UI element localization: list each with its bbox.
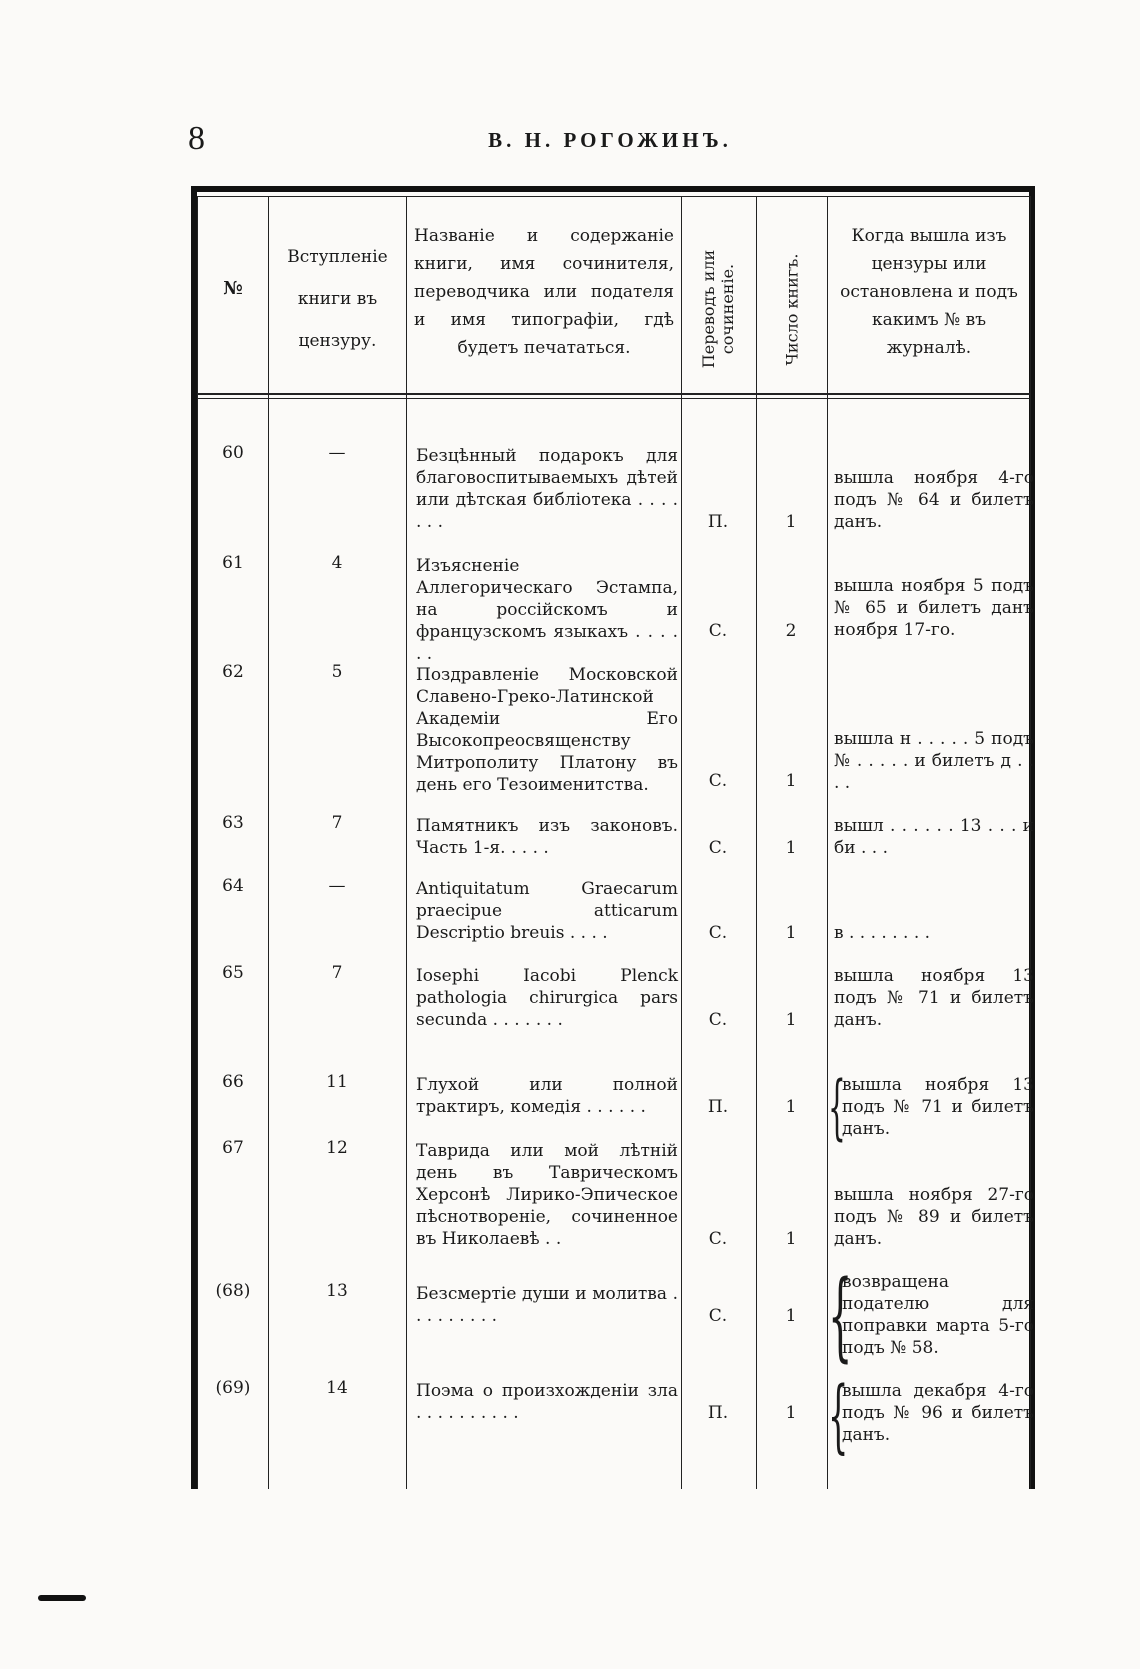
row-count: 1 — [785, 1010, 797, 1030]
row-count: 1 — [785, 771, 797, 791]
row-number: 66 — [222, 1072, 244, 1092]
row-when: вышла н . . . . . 5 подъ № . . . . . и билетъ д . . . . — [834, 729, 1034, 793]
row-entry: 7 — [331, 813, 343, 833]
header-when: Когда вышла изъ цензуры или остановлена и подъ какимъ № въ журналѣ. — [840, 226, 1018, 358]
column-divider — [406, 196, 407, 1489]
row-kind: П. — [707, 1097, 729, 1117]
row-count: 1 — [785, 512, 797, 532]
header-divider — [197, 393, 1031, 395]
row-title: Глухой или полной трактиръ, комедія . . . . . . — [416, 1075, 678, 1117]
row-when: вышла декабря 4-го подъ № 96 и билетъ данъ. — [842, 1381, 1034, 1445]
header-entry-date: Вступленіе книги въ цензуру. — [287, 247, 388, 351]
brace-icon: { — [828, 1066, 846, 1148]
row-kind: П. — [707, 1403, 729, 1423]
row-count: 1 — [785, 1306, 797, 1326]
brace-icon: { — [828, 1260, 853, 1372]
header-title: Названіе и содержаніе книги, имя сочинителя, переводчика или подателя и имя типографіи, гдѣ будетъ печататься. — [414, 226, 674, 358]
row-title: Antiquitatum Graecarum praecipue atticarum Descriptio breuis . . . . — [416, 879, 678, 943]
header-count: Число книгъ. — [782, 253, 802, 366]
row-entry: — — [328, 876, 346, 896]
row-number: 60 — [222, 443, 244, 463]
row-when: вышл . . . . . . 13 . . . и би . . . — [834, 816, 1034, 858]
row-title: Изъясненіе Аллегорическаго Эстампа, на россійскомъ и французскомъ языкахъ . . . . . . — [416, 556, 678, 664]
row-number: 62 — [222, 662, 244, 682]
header-kind — [699, 219, 737, 399]
row-kind: С. — [708, 771, 728, 791]
header-number: № — [223, 278, 243, 299]
column-divider — [681, 196, 682, 1489]
row-when: вышла ноября 13 подъ № 71 и билетъ данъ. — [834, 966, 1034, 1030]
row-title: Безцѣнный подарокъ для благовоспитываемыхъ дѣтей или дѣтская библіотека . . . . . . . — [416, 446, 678, 532]
row-number: 64 — [222, 876, 244, 896]
row-count: 1 — [785, 1229, 797, 1249]
row-entry: — — [328, 443, 346, 463]
row-when: в . . . . . . . . — [834, 923, 931, 943]
header-kind-line2: сочиненіе. — [718, 263, 737, 355]
row-title: Iosephi Iacobi Plenck pathologia chirurgica pars secunda . . . . . . . — [416, 966, 678, 1030]
brace-icon: { — [828, 1369, 849, 1462]
row-count: 1 — [785, 1403, 797, 1423]
row-when: вышла ноября 5 подъ № 65 и билетъ данъ ноября 17-го. — [834, 576, 1034, 640]
row-count: 1 — [785, 923, 797, 943]
row-kind: С. — [708, 1229, 728, 1249]
row-entry: 13 — [326, 1281, 348, 1301]
column-divider — [268, 196, 269, 1489]
row-title: Поздравленіе Московской Славено-Греко-Латинской Академіи Его Высокопреосвященству Митрополиту Платону въ день его Тезоименитства. — [416, 665, 678, 795]
row-number: 65 — [222, 963, 244, 983]
row-when: вышла ноября 27-го подъ № 89 и билетъ данъ. — [834, 1185, 1034, 1249]
row-kind: С. — [708, 1010, 728, 1030]
row-number: 63 — [222, 813, 244, 833]
column-divider — [756, 196, 757, 1489]
row-count: 1 — [785, 838, 797, 858]
row-number: 61 — [222, 553, 244, 573]
row-kind: С. — [708, 621, 728, 641]
row-number: 67 — [222, 1138, 244, 1158]
row-kind: С. — [708, 838, 728, 858]
row-entry: 7 — [331, 963, 343, 983]
row-entry: 4 — [331, 553, 343, 573]
row-number: (69) — [215, 1378, 251, 1398]
row-when: вышла ноября 13 подъ № 71 и билетъ данъ. — [842, 1075, 1034, 1139]
running-head: В. Н. РОГОЖИНЪ. — [488, 128, 732, 152]
scan-mark — [38, 1595, 86, 1601]
row-title: Таврида или мой лѣтній день въ Таврическомъ Херсонѣ Лирико-Эпическое пѣснотвореніе, сочиненное въ Николаевѣ . . — [416, 1141, 678, 1249]
header-divider — [197, 398, 1031, 399]
header-kind-line1: Переводъ или — [699, 249, 718, 369]
row-when: возвращена подателю для поправки марта 5-го подъ № 58. — [842, 1272, 1034, 1358]
row-kind: П. — [707, 512, 729, 532]
row-entry: 14 — [326, 1378, 348, 1398]
row-title: Памятникъ изъ законовъ. Часть 1-я. . . . . — [416, 816, 678, 858]
page-number: 8 — [188, 120, 205, 157]
row-kind: С. — [708, 1306, 728, 1326]
row-number: (68) — [215, 1281, 251, 1301]
row-when: вышла ноября 4-го подъ № 64 и билетъ данъ. — [834, 468, 1034, 532]
row-entry: 11 — [326, 1072, 348, 1092]
row-title: Поэма о произхожденіи зла . . . . . . . . . . — [416, 1381, 678, 1423]
row-kind: С. — [708, 923, 728, 943]
row-entry: 12 — [326, 1138, 348, 1158]
row-count: 2 — [785, 621, 797, 641]
row-count: 1 — [785, 1097, 797, 1117]
row-entry: 5 — [331, 662, 343, 682]
row-title: Безсмертіе души и молитва . . . . . . . . . — [416, 1284, 678, 1326]
